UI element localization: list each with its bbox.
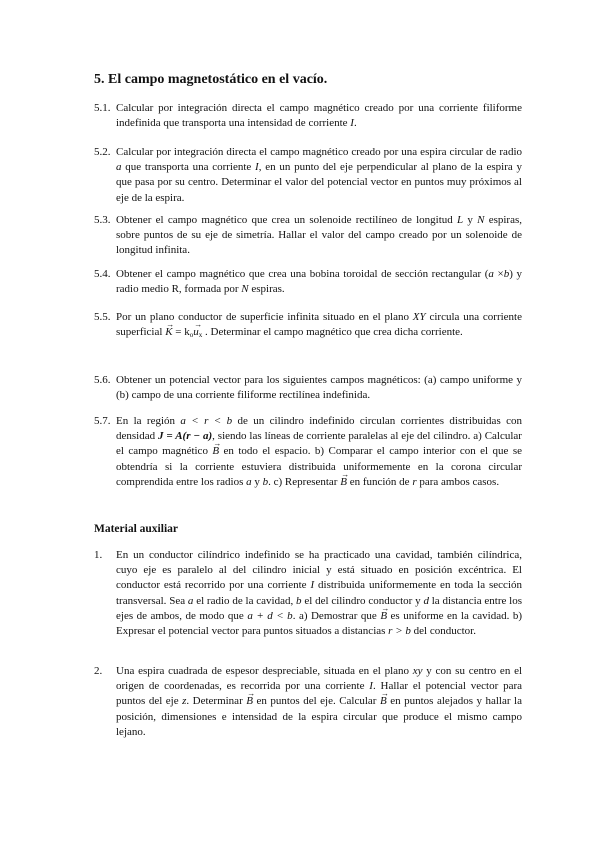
problem-5-7: [94, 414, 522, 490]
aux-text: En un conductor cilíndrico indefinido se ha practicado una cavidad, también cilíndrica, cuyo eje es paralelo al del cilindro inicial y está situado en posición excéntrica. El conductor está recorrido por una corriente I distribuida uniformemente en toda la sección transversal. Sea a el radio de la cavidad, b el del cilindro conductor y d la distancia entre los ejes de ambos, de modo que a + d < b. a) Demostrar que → B es uniforme en la cavidad. b) Expresar el potencial vector para puntos situados a distancias r > b del conductor.: [116, 548, 522, 639]
problem-number: 5.2.: [94, 146, 111, 158]
problem-5-4: [94, 267, 522, 297]
problem-text: Calcular por integración directa el campo magnético creado por una corriente filiforme indefinida que transporta una intensidad de corriente I.: [116, 102, 522, 130]
section-title: 5. El campo magnetostático en el vacío.: [94, 72, 328, 87]
problem-number: 5.6.: [94, 374, 111, 386]
problem-number: 5.4.: [94, 268, 111, 280]
problem-text: Por un plano conductor de superficie infinita situado en el plano XY circula una corriente superficial → $K = k_o\to u_x$ . Determinar el campo magnético que crea dicha corriente.: [116, 310, 522, 343]
problem-5-3: [94, 213, 522, 259]
problem-5-1: [94, 101, 522, 131]
problem-text: En la región a < r < b de un cilindro indefinido circulan corrientes distribuidas con densidad J = A(r − a), siendo las líneas de corriente paralelas al eje del cilindro. a) Calcular el campo magnético → B en todo el espacio. b) Comparar el campo interior con el que se obtendría si la corriente estuviera distribuida uniformemente en la corona circular comprendida entre los radios a y b. c) Representar → B en función de r para ambos casos.: [116, 414, 522, 490]
problem-number: 5.5.: [94, 311, 111, 323]
aux-problem-2: [94, 664, 522, 740]
problem-number: 5.1.: [94, 102, 111, 114]
aux-problem-1: [94, 548, 522, 639]
problem-text: Obtener el campo magnético que crea una bobina toroidal de sección rectangular (a ×b) y radio medio R, formada por N espiras.: [116, 268, 522, 296]
aux-number: 2.: [94, 665, 103, 677]
surface-current-vector: → K: [165, 325, 172, 340]
problem-5-5: [94, 310, 522, 343]
problem-text: Obtener el campo magnético que crea un solenoide rectilíneo de longitud L y N espiras, sobre puntos de su eje de simetría. Hallar el valor del campo creado por un solenoide de longitud infinita.: [116, 214, 522, 257]
auxiliary-heading: Material auxiliar: [94, 523, 178, 535]
aux-text: Una espira cuadrada de espesor despreciable, situada en el plano xy y con su centro en el origen de coordenadas, es recorrida por una corriente I. Hallar el potencial vector para puntos del eje z. Determinar → B en puntos del eje. Calcular → B en puntos alejados y hallar la posición, dimensiones e intensidad de la espira circular que produce el mismo campo lejano.: [116, 664, 522, 740]
problem-5-6: [94, 373, 522, 403]
problem-text: Calcular por integración directa el campo magnético creado por una espira circular de radio a que transporta una corriente I, en un punto del eje perpendicular al plano de la espira y que pasa por su centro. Determinar el valor del potencial vector en puntos muy próximos al eje de la espira.: [116, 146, 522, 204]
problem-number: 5.7.: [94, 415, 111, 427]
problem-text: Obtener un potencial vector para los siguientes campos magnéticos: (a) campo uniforme y (b) campo de una corriente filiforme rectilínea indefinida.: [116, 374, 522, 402]
problem-number: 5.3.: [94, 214, 111, 226]
aux-number: 1.: [94, 549, 103, 561]
problem-5-2: [94, 145, 522, 206]
